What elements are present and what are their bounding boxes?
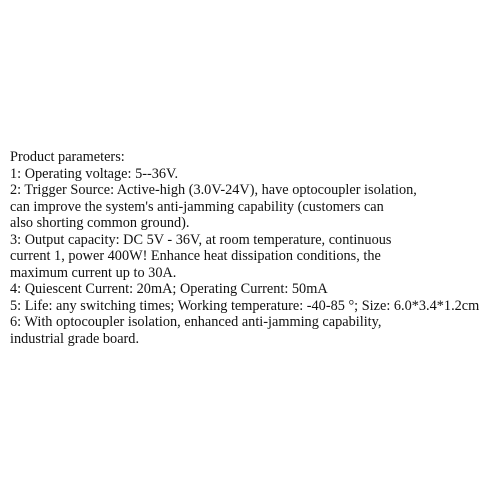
- param-optocoupler-isolation: 6: With optocoupler isolation, enhanced anti-jamming capability,: [10, 314, 382, 330]
- param-trigger-source: 2: Trigger Source: Active-high (3.0V-24V), have optocoupler isolation,: [10, 182, 417, 198]
- heading-product-parameters: Product parameters:: [10, 149, 125, 165]
- param-life-temperature-size: 5: Life: any switching times; Working temperature: -40-85 °; Size: 6.0*3.4*1.2cm: [10, 297, 480, 314]
- param-current: 4: Quiescent Current: 20mA; Operating Current: 50mA: [10, 281, 328, 297]
- param-operating-voltage: 1: Operating voltage: 5--36V.: [10, 165, 179, 182]
- param-output-capacity-cont-1: current 1, power 400W! Enhance heat dissipation conditions, the: [10, 248, 381, 264]
- param-output-capacity: 3: Output capacity: DC 5V - 36V, at room temperature, continuous: [10, 231, 392, 248]
- param-trigger-source-cont-2: also shorting common ground).: [10, 215, 190, 231]
- param-industrial-grade: industrial grade board.: [10, 330, 140, 347]
- param-trigger-source-cont-1: can improve the system's anti-jamming capability (customers can: [10, 198, 384, 215]
- param-output-capacity-cont-2: maximum current up to 30A.: [10, 264, 177, 281]
- product-parameters-text: [10, 149, 500, 347]
